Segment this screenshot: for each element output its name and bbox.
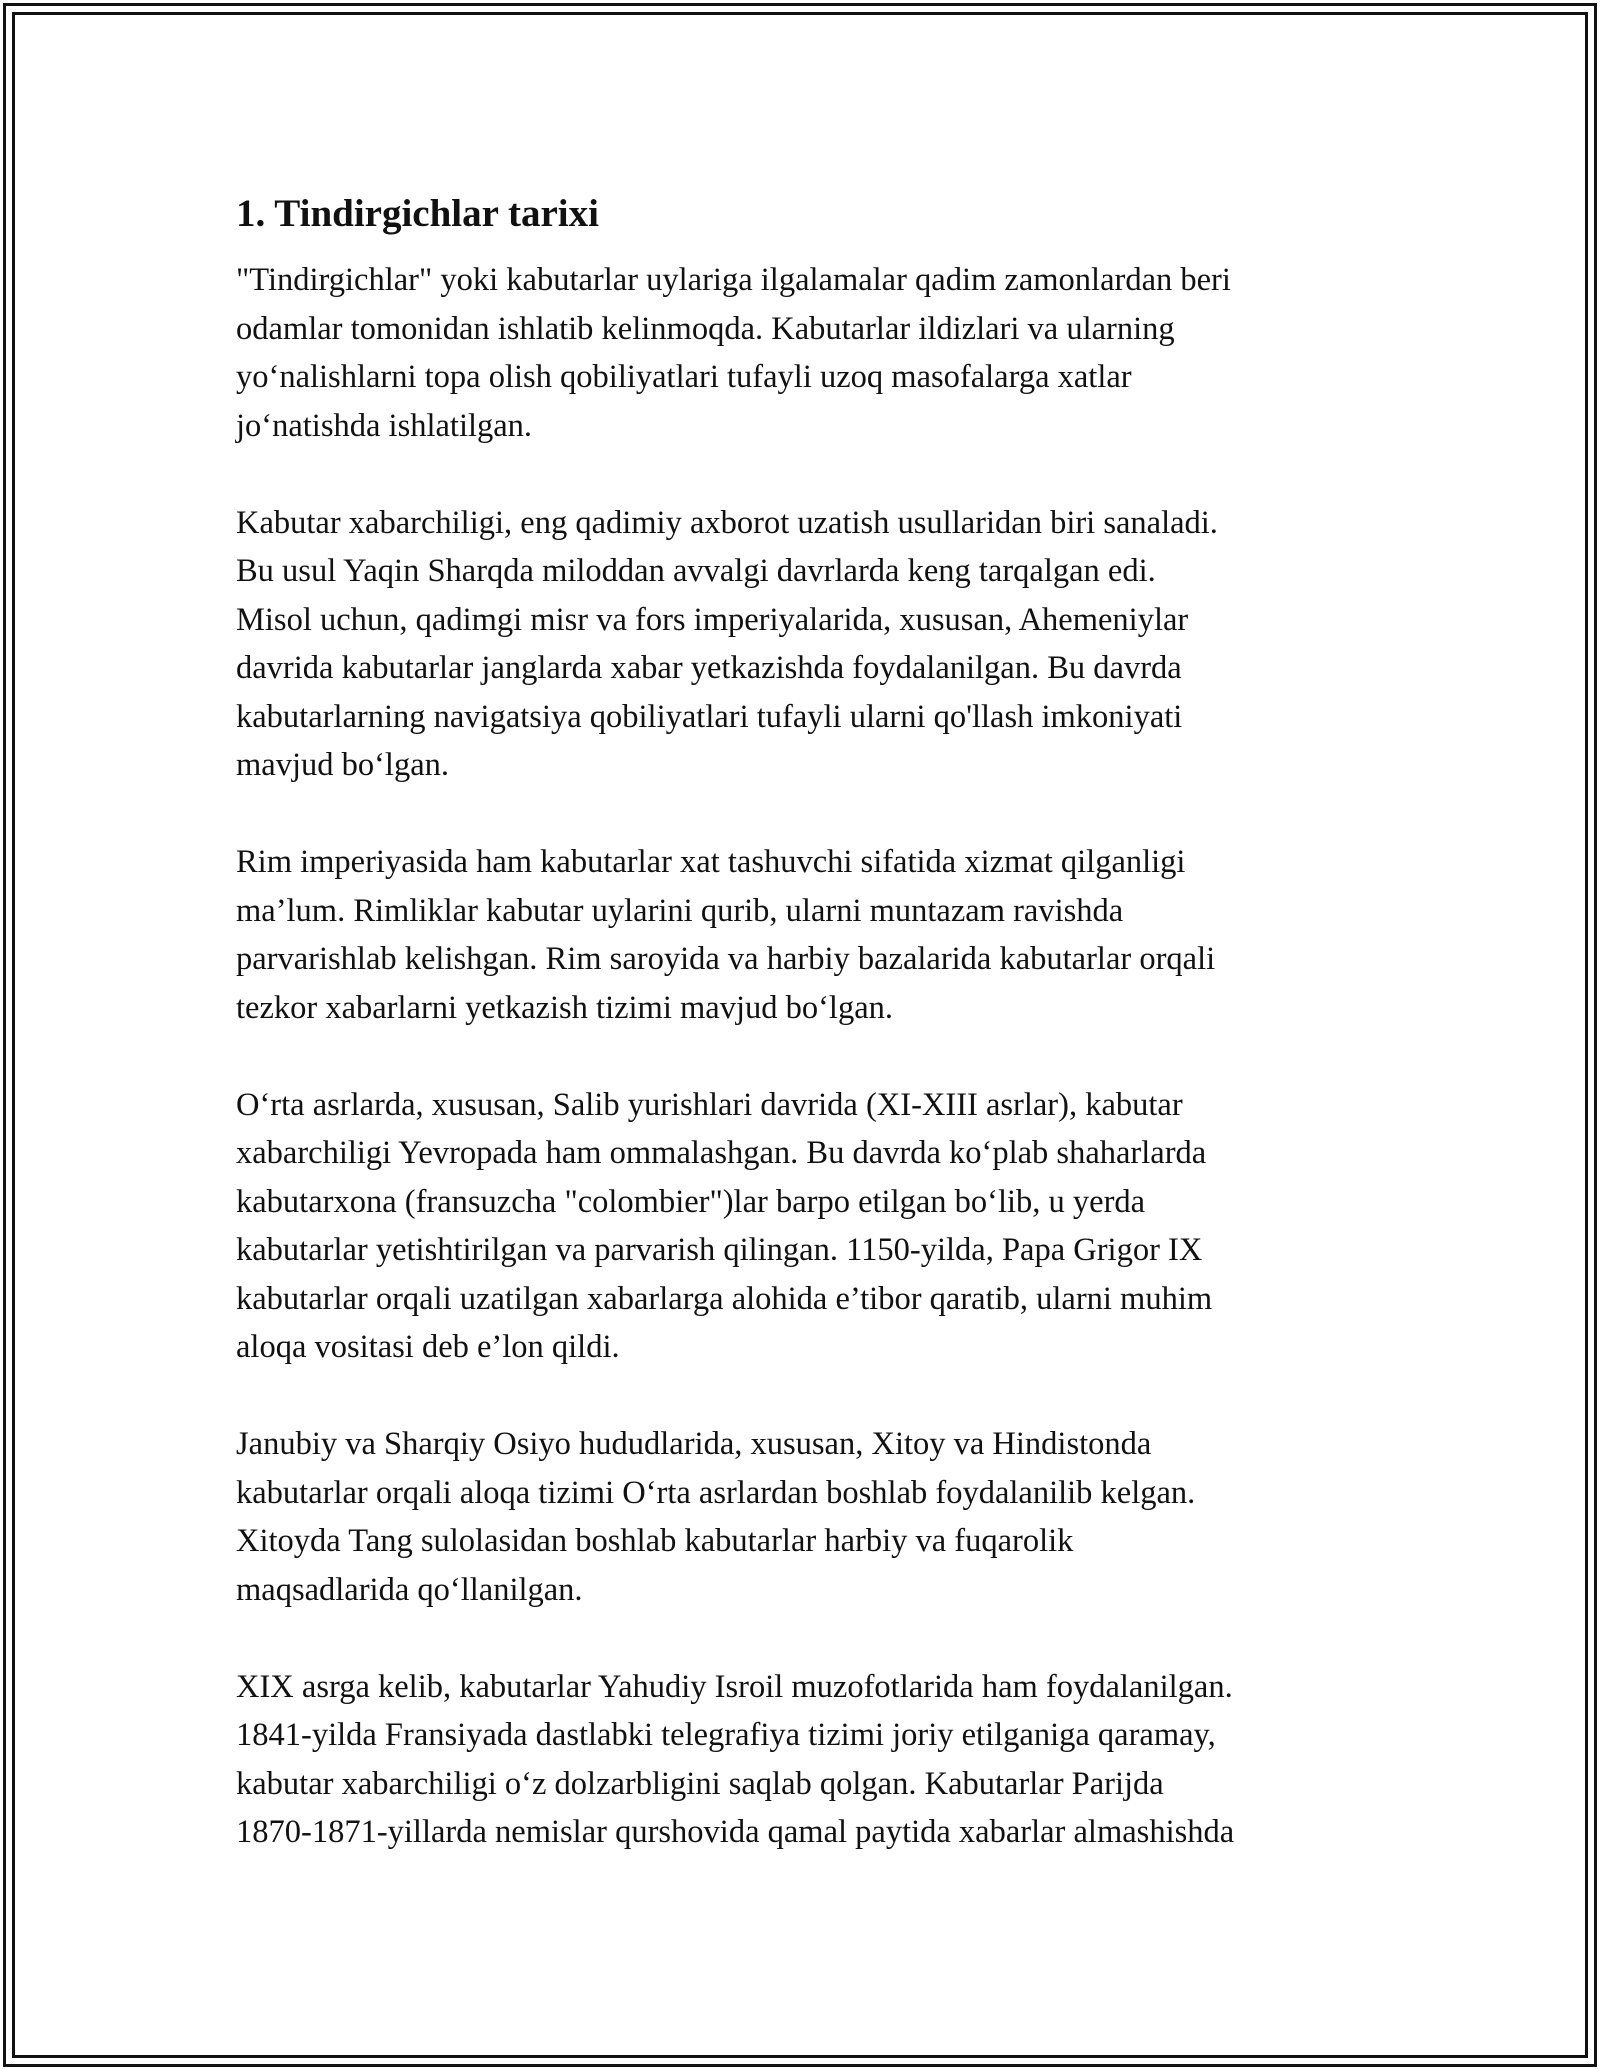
paragraph-line: xabarchiligi Yevropada ham ommalashgan. Bu davrda ko‘plab shaharlarda <box>236 1135 1207 1171</box>
paragraph-line: kabutarlar orqali aloqa tizimi O‘rta asrlardan boshlab foydalanilib kelgan. <box>236 1474 1196 1511</box>
paragraph-line: mavjud bo‘lgan. <box>236 747 450 783</box>
paragraph-line: 1841-yilda Fransiyada dastlabki telegrafiya tizimi joriy etilganiga qaramay, <box>236 1717 1216 1753</box>
paragraph-line: 1870-1871-yillarda nemislar qurshovida qamal paytida xabarlar almashishda <box>236 1814 1235 1850</box>
paragraph-line: Bu usul Yaqin Sharqda miloddan avvalgi davrlarda keng tarqalgan edi. <box>236 553 1156 589</box>
paragraph-line: maqsadlarida qo‘llanilgan. <box>236 1571 583 1608</box>
paragraph <box>236 1081 1376 1372</box>
paragraph-line: kabutar xabarchiligi o‘z dolzarbligini saqlab qolgan. Kabutarlar Parijda <box>236 1765 1164 1802</box>
paragraph <box>236 838 1376 1032</box>
paragraph-line: Rim imperiyasida ham kabutarlar xat tashuvchi sifatida xizmat qilganligi <box>236 844 1186 880</box>
paragraph-line: parvarishlab kelishgan. Rim saroyida va harbiy bazalarida kabutarlar orqali <box>236 941 1216 977</box>
paragraph-line: Xitoyda Tang sulolasidan boshlab kabutarlar harbiy va fuqarolik <box>236 1523 1074 1559</box>
paragraph-line: tezkor xabarlarni yetkazish tizimi mavjud bo‘lgan. <box>236 989 893 1026</box>
paragraph <box>236 499 1376 790</box>
paragraph-line: aloqa vositasi deb e’lon qildi. <box>236 1329 620 1365</box>
paragraph-line: kabutarxona (fransuzcha "colombier")lar barpo etilgan bo‘lib, u yerda <box>236 1183 1146 1220</box>
paragraph-line: davrida kabutarlar janglarda xabar yetkazishda foydalanilgan. Bu davrda <box>236 650 1182 686</box>
paragraph-line: kabutarlar yetishtirilgan va parvarish qilingan. 1150-yilda, Papa Grigor IX <box>236 1232 1203 1268</box>
paragraph-line: Janubiy va Sharqiy Osiyo hududlarida, xususan, Xitoy va Hindistonda <box>236 1426 1152 1462</box>
paragraph-line: ma’lum. Rimliklar kabutar uylarini qurib, ularni muntazam ravishda <box>236 892 1124 929</box>
paragraph-line: XIX asrga kelib, kabutarlar Yahudiy Isroil muzofotlarida ham foydalanilgan. <box>236 1668 1233 1705</box>
paragraph <box>236 256 1376 450</box>
section-heading: 1. Tindirgichlar tarixi <box>236 192 599 235</box>
paragraph-line: Misol uchun, qadimgi misr va fors imperiyalarida, xususan, Ahemeniylar <box>236 601 1189 638</box>
paragraph-line: O‘rta asrlarda, xususan, Salib yurishlari davrida (XI-XIII asrlar), kabutar <box>236 1086 1183 1123</box>
paragraph <box>236 1420 1376 1614</box>
paragraph-line: odamlar tomonidan ishlatib kelinmoqda. Kabutarlar ildizlari va ularning <box>236 310 1175 347</box>
paragraph <box>236 1663 1376 1857</box>
paragraph-line: Kabutar xabarchiligi, eng qadimiy axborot uzatish usullaridan biri sanaladi. <box>236 504 1218 541</box>
paragraph-line: yo‘nalishlarni topa olish qobiliyatlari tufayli uzoq masofalarga xatlar <box>236 359 1132 395</box>
document-body <box>236 185 1376 1905</box>
paragraph-line: kabutarlarning navigatsiya qobiliyatlari tufayli ularni qo'llash imkoniyati <box>236 698 1183 735</box>
paragraph-line: kabutarlar orqali uzatilgan xabarlarga alohida e’tibor qaratib, ularni muhim <box>236 1280 1213 1317</box>
paragraph-line: "Tindirgichlar" yoki kabutarlar uylariga ilgalamalar qadim zamonlardan beri <box>236 262 1231 298</box>
paragraph-line: jo‘natishda ishlatilgan. <box>236 407 533 444</box>
